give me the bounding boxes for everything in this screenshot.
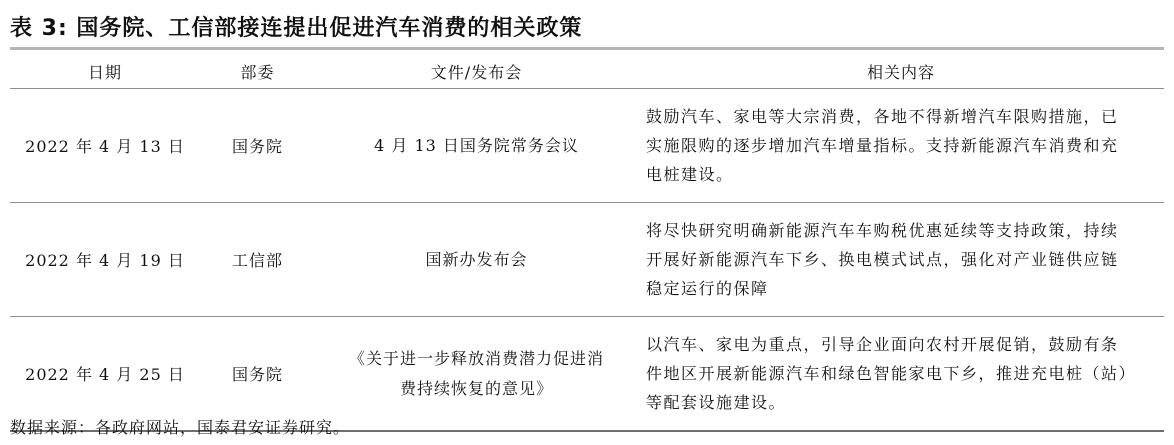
- header-document: 文件/发布会: [315, 55, 638, 89]
- policy-table: [10, 55, 1164, 432]
- header-dept: 部委: [200, 55, 315, 89]
- header-date: 日期: [10, 55, 200, 89]
- cell-content: 将尽快研究明确新能源汽车车购税优惠延续等支持政策，持续开展好新能源汽车下乡、换电模式试点，强化对产业链供应链稳定运行的保障: [638, 203, 1164, 317]
- table-row: [10, 317, 1164, 432]
- data-source-note: 数据来源：各政府网站，国泰君安证券研究。: [10, 418, 351, 437]
- cell-date: 2022 年 4 月 13 日: [10, 89, 200, 203]
- cell-dept: 国务院: [200, 89, 315, 203]
- cell-content: 鼓励汽车、家电等大宗消费，各地不得新增汽车限购措施，已实施限购的逐步增加汽车增量指标。支持新能源汽车消费和充电桩建设。: [638, 89, 1164, 203]
- table-title: 表 3: 国务院、工信部接连提出促进汽车消费的相关政策: [10, 12, 1164, 50]
- cell-content: 以汽车、家电为重点，引导企业面向农村开展促销，鼓励有条件地区开展新能源汽车和绿色智能家电下乡，推进充电桩（站）等配套设施建设。: [638, 317, 1164, 432]
- cell-document: 4 月 13 日国务院常务会议: [315, 89, 638, 203]
- cell-dept: 国务院: [200, 317, 315, 432]
- table-header-row: [10, 55, 1164, 89]
- header-content: 相关内容: [638, 55, 1164, 89]
- cell-date: 2022 年 4 月 19 日: [10, 203, 200, 317]
- cell-document: 《关于进一步释放消费潜力促进消费持续恢复的意见》: [315, 317, 638, 432]
- cell-document: 国新办发布会: [315, 203, 638, 317]
- table-row: [10, 89, 1164, 203]
- table-row: [10, 203, 1164, 317]
- cell-dept: 工信部: [200, 203, 315, 317]
- cell-date: 2022 年 4 月 25 日: [10, 317, 200, 432]
